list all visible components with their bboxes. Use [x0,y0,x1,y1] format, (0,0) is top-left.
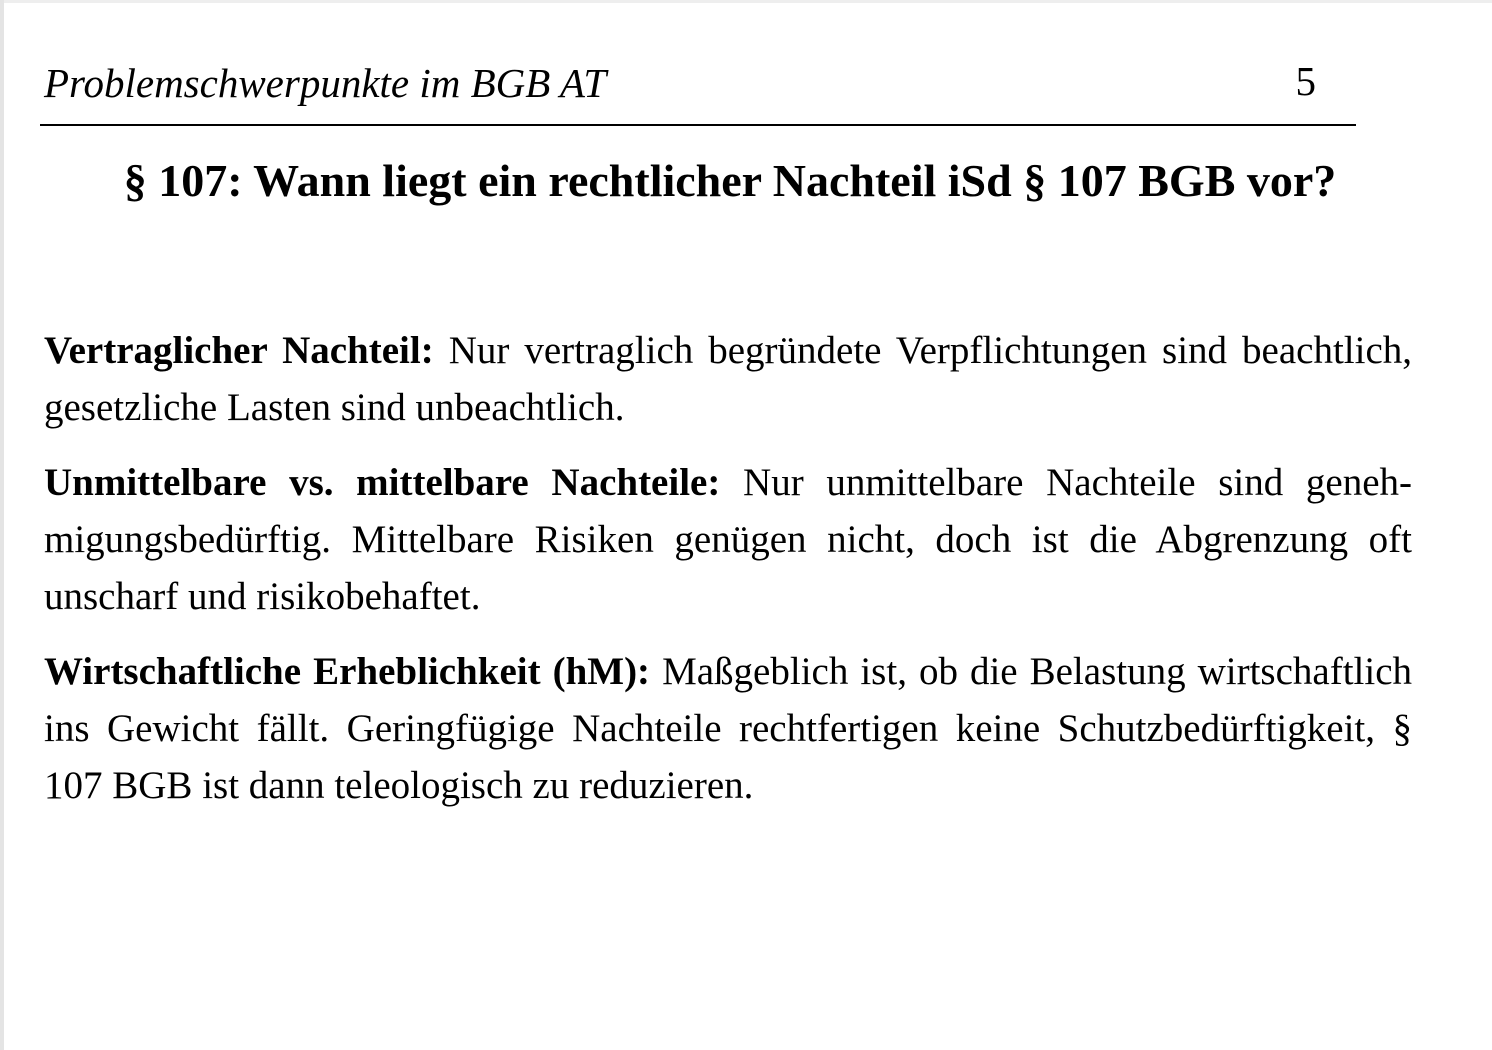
paragraph-economic-significance [44,643,1412,814]
page-top-edge [0,0,1492,3]
paragraph-text: Nur unmittelbare Nachteile sind genehmigungsbedürftig. Mittelbare Risiken genügen nicht, doch ist die Abgrenzung oft unscharf und risikobehaftet. [44,461,1413,618]
paragraph-term: Unmittelbare vs. mittelbare Nachteile: [44,461,721,504]
section-heading: § 107: Wann liegt ein rechtlicher Nachteil iSd § 107 BGB vor? [123,155,1337,206]
running-title: Problemschwerpunkte im BGB AT [44,60,607,106]
paragraph-contractual-disadvantage [44,322,1412,436]
page-number: 5 [1295,58,1316,104]
page-left-edge [0,0,4,1050]
paragraph-text: Nur vertraglich begründete Verpflichtungen sind beachtlich, gesetzliche Lasten sind unbeachtlich. [44,329,1413,429]
body-text [44,322,1412,832]
paragraph-term: Vertraglicher Nachteil: [44,329,434,372]
paragraph-text: Maßgeblich ist, ob die Belastung wirtschaftlich ins Gewicht fällt. Geringfügige Nachteile rechtfertigen keine Schutzbedürftigkeit, § 107 BGB ist dann teleologisch zu reduzieren. [44,650,1413,807]
running-header [40,56,1356,126]
paragraph-term: Wirtschaftliche Erheblichkeit (hM): [44,650,651,693]
paragraph-direct-vs-indirect [44,454,1412,625]
